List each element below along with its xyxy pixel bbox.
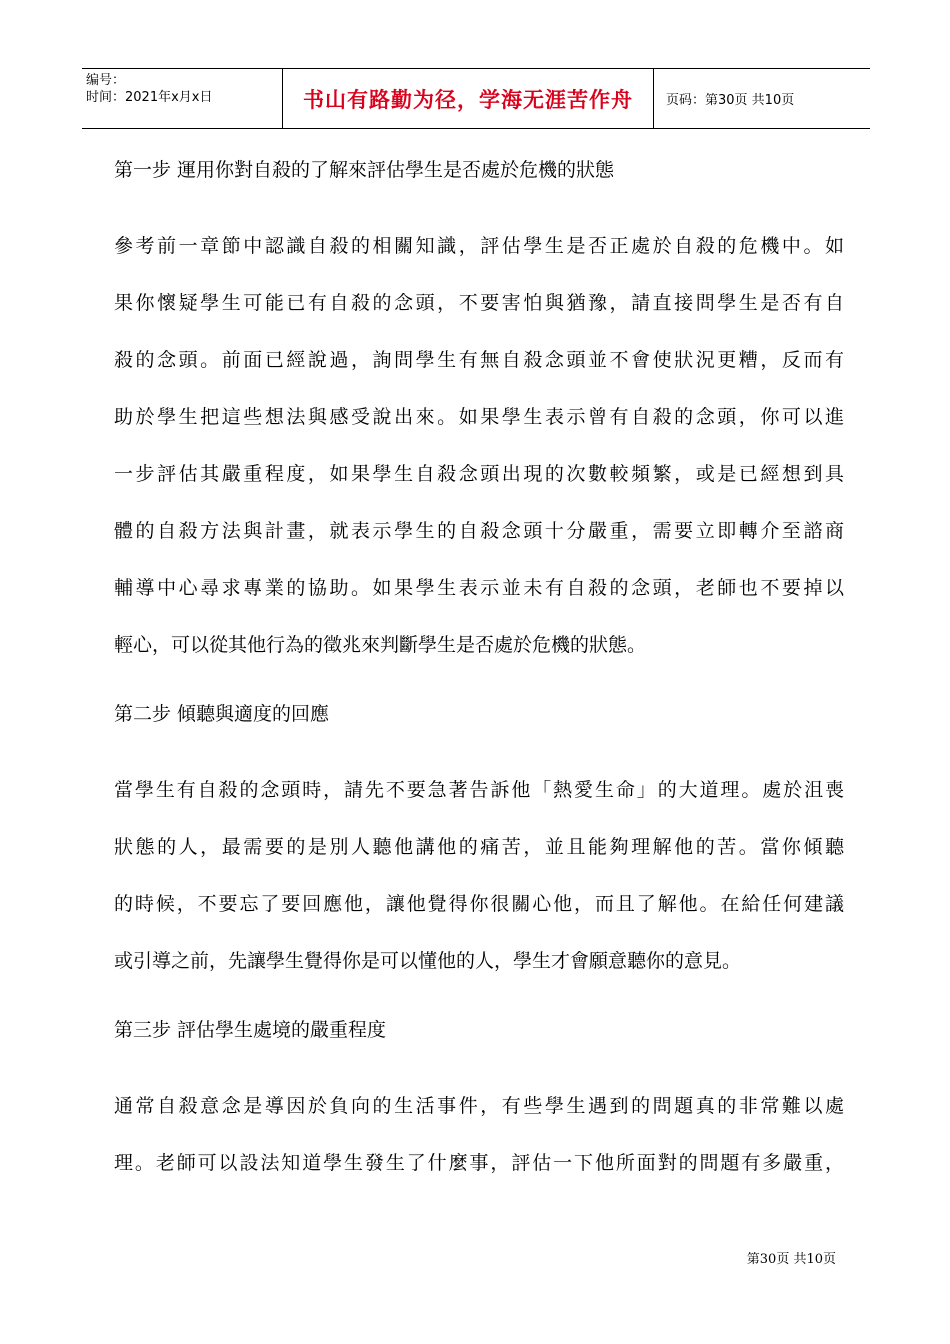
paragraph-line: 狀態的人，最需要的是別人聽他講他的痛苦，並且能夠理解他的苦。當你傾聽 (114, 836, 844, 858)
document-time-label: 时间：2021年x月x日 (86, 90, 213, 105)
paragraph-line: 輔導中心尋求專業的協助。如果學生表示並未有自殺的念頭，老師也不要掉以 (114, 577, 844, 599)
header-motto: 书山有路勤为径，学海无涯苦作舟 (282, 69, 654, 128)
document-body (114, 150, 844, 1192)
step-three-paragraph (114, 1078, 844, 1192)
paragraph-line: 果你懷疑學生可能已有自殺的念頭，不要害怕與猶豫，請直接問學生是否有自 (114, 292, 844, 314)
header-meta (82, 69, 282, 128)
paragraph-line: 的時候，不要忘了要回應他，讓他覺得你很關心他，而且了解他。在給任何建議 (114, 893, 844, 915)
paragraph-line: 或引導之前，先讓學生覺得你是可以懂他的人，學生才會願意聽你的意見。 (114, 950, 742, 972)
paragraph-line: 輕心，可以從其他行為的徵兆來判斷學生是否處於危機的狀態。 (114, 634, 647, 656)
paragraph-line: 當學生有自殺的念頭時，請先不要急著告訴他「熱愛生命」的大道理。處於沮喪 (114, 779, 844, 801)
step-one-heading: 第一步 運用你對自殺的了解來評估學生是否處於危機的狀態 (114, 159, 615, 181)
step-two-heading: 第二步 傾聽與適度的回應 (114, 703, 330, 725)
paragraph-line: 理。老師可以設法知道學生發生了什麼事，評估一下他所面對的問題有多嚴重， (114, 1152, 844, 1174)
page-footer: 第30页 共10页 (746, 1252, 836, 1267)
page-header (82, 68, 870, 129)
step-two-paragraph (114, 762, 844, 990)
paragraph-line: 參考前一章節中認識自殺的相關知識，評估學生是否正處於自殺的危機中。如 (114, 235, 844, 257)
header-page-info: 页码：第30页 共10页 (666, 93, 795, 108)
paragraph-line: 通常自殺意念是導因於負向的生活事件，有些學生遇到的問題真的非常難以處 (114, 1095, 844, 1117)
document-number-label: 编号： (86, 73, 126, 88)
paragraph-line: 助於學生把這些想法與感受說出來。如果學生表示曾有自殺的念頭，你可以進 (114, 406, 844, 428)
paragraph-line: 一步評估其嚴重程度，如果學生自殺念頭出現的次數較頻繁，或是已經想到具 (114, 463, 844, 485)
step-three-heading: 第三步 評估學生處境的嚴重程度 (114, 1019, 387, 1041)
paragraph-line: 體的自殺方法與計畫，就表示學生的自殺念頭十分嚴重，需要立即轉介至諮商 (114, 520, 844, 542)
step-one-paragraph (114, 218, 844, 674)
paragraph-line: 殺的念頭。前面已經說過，詢問學生有無自殺念頭並不會使狀況更糟，反而有 (114, 349, 844, 371)
